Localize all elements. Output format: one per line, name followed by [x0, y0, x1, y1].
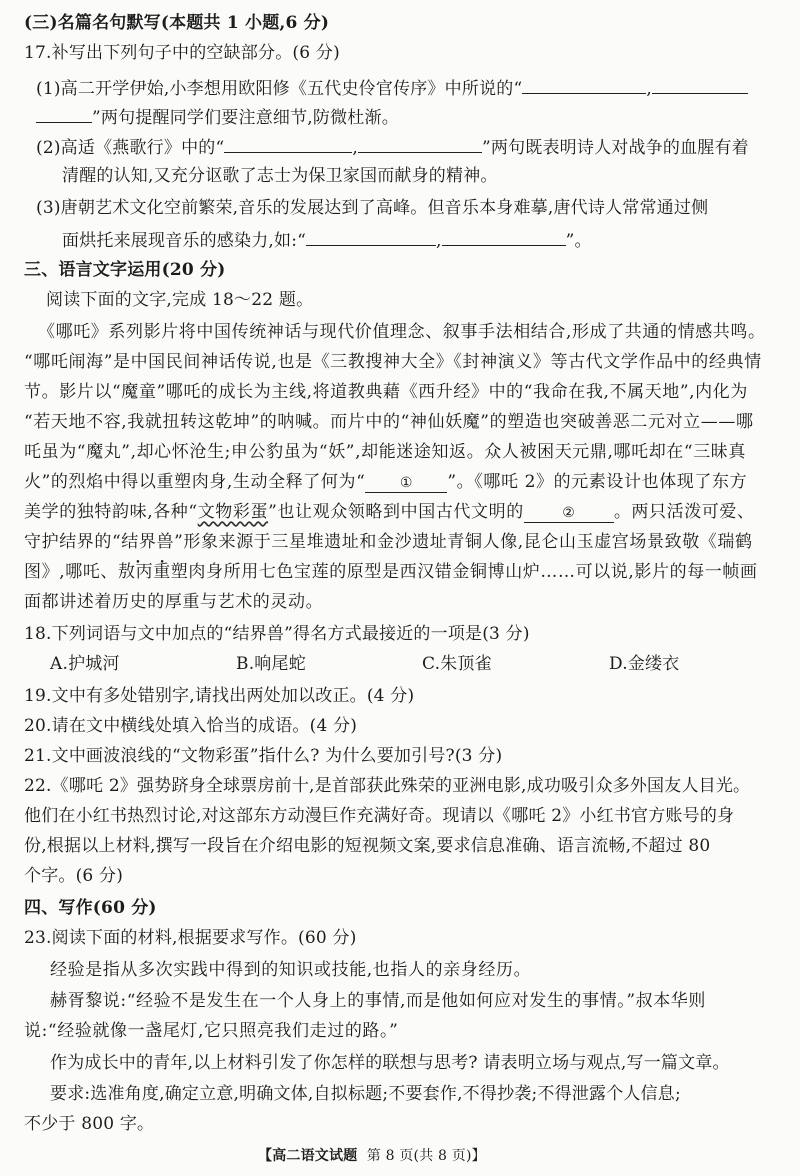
q22-line: 22.《哪吒 2》强势跻身全球票房前十,是首部获此殊荣的亚洲电影,成功吸引众多外国友人目光。 [24, 776, 751, 796]
passage-line: “哪吒闹海”是中国民间神话传说,也是《三教搜神大全》《封神演义》等古代文学作品中的经典情 [24, 352, 762, 372]
passage-line: 《哪吒》系列影片将中国传统神话与现代价值理念、叙事手法相结合,形成了共通的情感共鸣。 [38, 322, 766, 342]
q23-heading: 23.阅读下面的材料,根据要求写作。(60 分) [24, 928, 357, 948]
passage-text: ”形象来源于三星堆遗址和金沙遗址青铜人像,昆仑山玉虚宫场景致敬《瑞鹤 [174, 532, 753, 552]
q17-item-2 [36, 134, 749, 160]
wavy-underlined-text: 文物彩蛋 [197, 502, 269, 522]
passage-line-blank-2 [24, 500, 755, 524]
comma: , [352, 138, 358, 158]
footer-title: 【高二语文试题 [258, 1148, 358, 1164]
passage-line-dotted [24, 530, 753, 554]
q18-option-d[interactable]: D.金缕衣 [609, 654, 680, 674]
passage-line: 面都讲述着历史的厚重与艺术的灵动。 [24, 592, 324, 612]
q23-task: 作为成长中的青年,以上材料引发了你怎样的联想与思考? 请表明立场与观点,写一篇文章。 [50, 1053, 730, 1073]
comma: , [646, 79, 652, 99]
answer-blank[interactable] [442, 227, 566, 246]
passage-text: ”也让观众领略到中国古代文明的 [268, 502, 524, 522]
q17-item-2-cont: 清醒的认知,又充分讴歌了志士为保卫家国而献身的精神。 [62, 166, 498, 186]
passage-line-blank-1 [24, 470, 747, 494]
q19: 19.文中有多处错别字,请找出两处加以改正。(4 分) [24, 686, 415, 706]
q22-line: 他们在小红书热烈讨论,对这部东方动漫巨作充满好奇。现请以《哪吒 2》小红书官方账号的身 [24, 806, 735, 826]
q17-item-3-text: 面烘托来展现音乐的感染力,如:“ [62, 231, 307, 251]
reading-intro: 阅读下面的文字,完成 18～22 题。 [46, 290, 314, 310]
q17-item-1-text: (1)高二开学伊始,小李想用欧阳修《五代史伶官传序》中所说的“ [36, 79, 523, 99]
q17-item-2-text-b: ”两句既表明诗人对战争的血腥有着 [481, 138, 749, 158]
q17-item-1 [36, 75, 748, 101]
answer-blank[interactable] [36, 104, 92, 123]
q17-item-3: (3)唐朝艺术文化空前繁荣,音乐的发展达到了高峰。但音乐本身难摹,唐代诗人常常通过侧 [36, 198, 709, 218]
q18-option-c[interactable]: C.朱顶雀 [422, 654, 492, 674]
q18-option-a[interactable]: A.护城河 [50, 654, 120, 674]
answer-blank[interactable] [224, 134, 352, 153]
passage-text: ”。《哪吒 2》的元素设计也体现了东方 [447, 472, 748, 492]
passage-text: 。两只活泼可爱、 [613, 502, 755, 522]
dotted-emphasis-text: 结界兽 • • [121, 532, 174, 552]
q23-material: 经验是指从多次实践中得到的知识或技能,也指人的亲身经历。 [50, 960, 532, 980]
comma: , [436, 231, 442, 251]
q20: 20.请在文中横线处填入恰当的成语。(4 分) [24, 716, 358, 736]
passage-line: 吒虽为“魔丸”,却心怀沧生;申公豹虽为“妖”,却能迷途知返。众人被困天元鼎,哪吒却在“三昧真 [24, 442, 746, 462]
answer-blank[interactable] [306, 227, 436, 246]
q17-item-1-text-b: ”两句提醒同学们要注意细节,防微杜渐。 [92, 108, 399, 128]
section-title-3: (三)名篇名句默写(本题共 1 小题,6 分) [24, 13, 330, 33]
passage-line: “若天地不容,我就扭转这乾坤”的呐喊。而片中的“神仙妖魔”的塑造也突破善恶二元对立——哪 [24, 412, 754, 432]
q22-line: 个字。(6 分) [24, 866, 124, 886]
passage-line: 节。影片以“魔童”哪吒的成长为主线,将道教典藉《西升经》中的“我命在我,不属天地”,内化为 [24, 382, 748, 402]
q22-line: 份,根据以上材料,撰写一段旨在介绍电影的短视频文案,要求信息准确、语言流畅,不超过 80 [24, 836, 711, 856]
q17-item-3-cont [62, 227, 592, 253]
blank-2[interactable]: ② [524, 504, 614, 523]
q23-requirements: 不少于 800 字。 [24, 1114, 155, 1134]
q18-heading: 18.下列词语与文中加点的“结界兽”得名方式最接近的一项是(3 分) [24, 624, 530, 644]
page-footer [258, 1144, 486, 1168]
passage-line: 图》,哪吒、敖丙重塑肉身所用七色宝莲的原型是西汉错金铜博山炉……可以说,影片的每一帧画 [24, 562, 758, 582]
q17-item-3-end: ”。 [565, 231, 592, 251]
q18-option-b[interactable]: B.响尾蛇 [236, 654, 306, 674]
q23-material: 说:“经验就像一盏尾灯,它只照亮我们走过的路。” [24, 1021, 399, 1041]
blank-1[interactable]: ① [365, 474, 447, 493]
section-title-language: 三、语言文字运用(20 分) [24, 260, 226, 280]
q17-item-2-text: (2)高适《燕歌行》中的“ [36, 138, 225, 158]
passage-text: 火”的烈焰中得以重塑肉身,生动全释了何为“ [24, 472, 366, 492]
answer-blank[interactable] [358, 134, 482, 153]
passage-text: 美学的独特韵味,各种“ [24, 502, 198, 522]
answer-blank[interactable] [522, 75, 646, 94]
q21: 21.文中画波浪线的“文物彩蛋”指什么? 为什么要加引号?(3 分) [24, 746, 503, 766]
answer-blank[interactable] [652, 75, 748, 94]
passage-text: 守护结界的“ [24, 532, 122, 552]
q23-requirements: 要求:选准角度,确定立意,明确文体,自拟标题;不要套作,不得抄袭;不得泄露个人信息; [50, 1084, 681, 1104]
q23-material: 赫胥黎说:“经验不是发生在一个人身上的事情,而是他如何应对发生的事情。”叔本华则 [50, 991, 707, 1011]
section-title-writing: 四、写作(60 分) [24, 898, 157, 918]
q17-item-1-cont [36, 104, 399, 130]
q17-heading: 17.补写出下列句子中的空缺部分。(6 分) [24, 43, 340, 63]
footer-page-number: 第 8 页(共 8 页)】 [366, 1148, 486, 1164]
